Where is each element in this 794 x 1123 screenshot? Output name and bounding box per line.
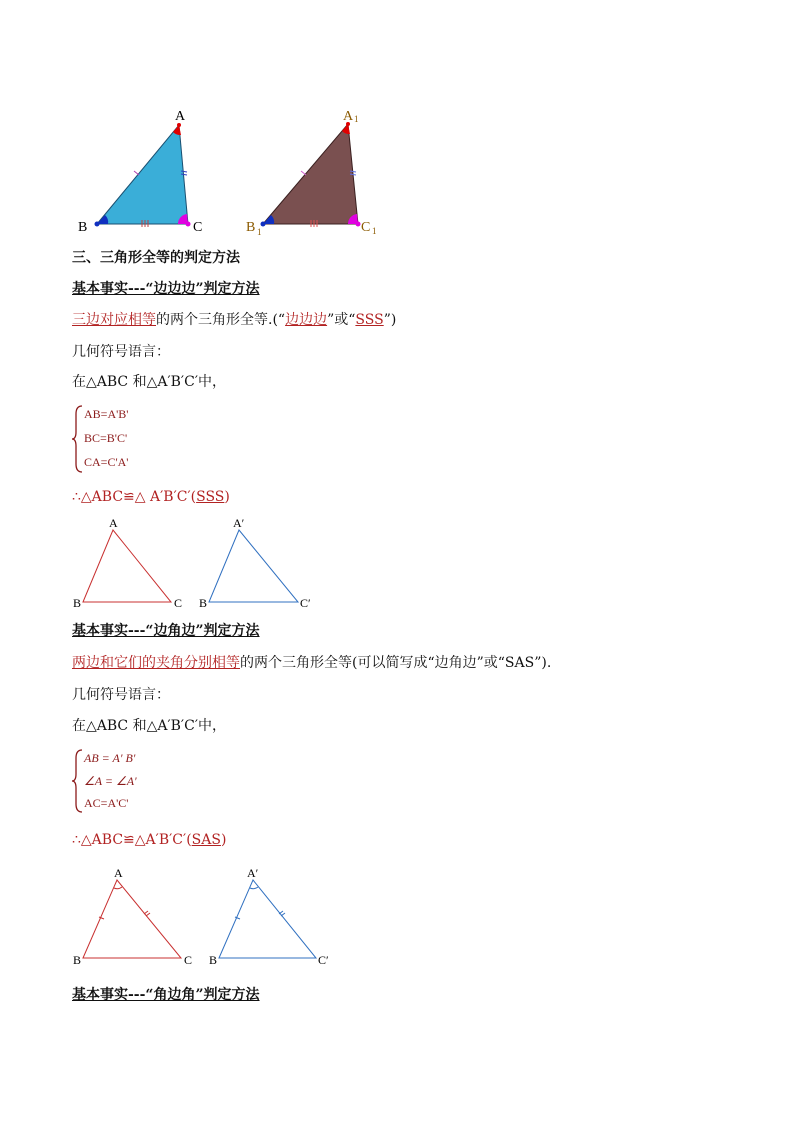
label-b1-subscript: 1 bbox=[257, 227, 262, 237]
sss-label-a: A bbox=[109, 516, 118, 530]
label-b: B bbox=[78, 220, 88, 235]
sss-label-a1: A′ bbox=[233, 516, 245, 530]
sss-stmt-text: 的两个三角形全等.(“ bbox=[156, 312, 286, 328]
sss-triangle-abc bbox=[83, 530, 171, 602]
sss-heading: 基本事实---“边边边”判定方法 bbox=[72, 281, 260, 297]
label-c: C bbox=[193, 220, 203, 235]
sss-given: 在△ABC 和△A′B′C′中， bbox=[72, 374, 226, 390]
sas-statement bbox=[72, 653, 551, 673]
sas-label-a1: A′ bbox=[247, 866, 259, 880]
sss-cond-3: CA=C'A' bbox=[84, 455, 129, 469]
sss-stmt-abbr: SSS bbox=[355, 312, 384, 328]
sss-label-c: C bbox=[174, 596, 183, 610]
sas-label-b1: B bbox=[209, 953, 218, 967]
triangle-a1b1c1-filled bbox=[263, 124, 358, 224]
sss-conclusion-text: ∴△ABC≌△ A′B′C′( bbox=[72, 489, 197, 505]
sss-stmt-or: ”或“ bbox=[327, 312, 356, 328]
sss-figure bbox=[70, 512, 330, 612]
sas-conclusion-text: ∴△ABC≌△A′B′C′( bbox=[72, 832, 192, 848]
sss-conclusion-end: ) bbox=[224, 489, 230, 505]
sas-label-c: C bbox=[184, 953, 193, 967]
figure-congruent-filled-triangles bbox=[70, 105, 390, 237]
sas-conclusion-abbr: SAS bbox=[191, 832, 221, 848]
label-c1-subscript: 1 bbox=[372, 226, 377, 236]
sas-figure bbox=[70, 862, 340, 972]
triangle-abc-filled bbox=[97, 125, 188, 224]
sas-geo-lang: 几何符号语言： bbox=[72, 687, 170, 703]
sas-given: 在△ABC 和△A′B′C′中， bbox=[72, 718, 226, 734]
sss-label-b: B bbox=[73, 596, 82, 610]
sss-stmt-abbr-cn: 边边边 bbox=[285, 312, 328, 328]
sas-heading: 基本事实---“边角边”判定方法 bbox=[72, 623, 260, 639]
section-title: 三、三角形全等的判定方法 bbox=[72, 250, 240, 266]
asa-heading: 基本事实---“角边角”判定方法 bbox=[72, 987, 260, 1003]
sas-label-c1: C′ bbox=[318, 953, 329, 967]
sss-stmt-end: ”) bbox=[383, 312, 397, 328]
label-c1: C bbox=[361, 220, 371, 235]
sss-triangle-a1b1c1 bbox=[209, 530, 298, 602]
sss-statement bbox=[72, 310, 396, 330]
sas-label-b: B bbox=[73, 953, 82, 967]
sas-stmt-text: 的两个三角形全等(可以简写成“边角边”或“SAS”). bbox=[240, 655, 552, 671]
sas-triangle-abc bbox=[83, 880, 181, 958]
sss-stmt-highlight: 三边对应相等 bbox=[72, 312, 156, 328]
sas-cond-1: AB = A' B' bbox=[84, 751, 136, 765]
label-a1: A bbox=[343, 109, 354, 124]
sas-stmt-highlight: 两边和它们的夹角分别相等 bbox=[72, 655, 240, 671]
label-a: A bbox=[175, 109, 186, 124]
sss-geo-lang: 几何符号语言： bbox=[72, 344, 170, 360]
sss-cond-1: AB=A'B' bbox=[84, 407, 129, 421]
sas-brace bbox=[72, 748, 84, 814]
sss-cond-2: BC=B'C' bbox=[84, 431, 128, 445]
sas-label-a: A bbox=[114, 866, 123, 880]
sss-label-b1: B bbox=[199, 596, 208, 610]
sss-conclusion-abbr: SSS bbox=[196, 489, 225, 505]
sas-conclusion-end: ) bbox=[220, 832, 227, 848]
sas-conclusion bbox=[72, 830, 226, 850]
sss-label-c1: C′ bbox=[300, 596, 311, 610]
sas-cond-2: ∠A = ∠A' bbox=[84, 774, 137, 788]
sas-cond-3: AC=A'C' bbox=[84, 796, 129, 810]
sss-brace bbox=[72, 404, 84, 474]
label-a1-subscript: 1 bbox=[354, 114, 359, 124]
sas-triangle-a1b1c1 bbox=[219, 880, 316, 958]
sss-conclusion bbox=[72, 487, 230, 507]
label-b1: B bbox=[246, 220, 256, 235]
